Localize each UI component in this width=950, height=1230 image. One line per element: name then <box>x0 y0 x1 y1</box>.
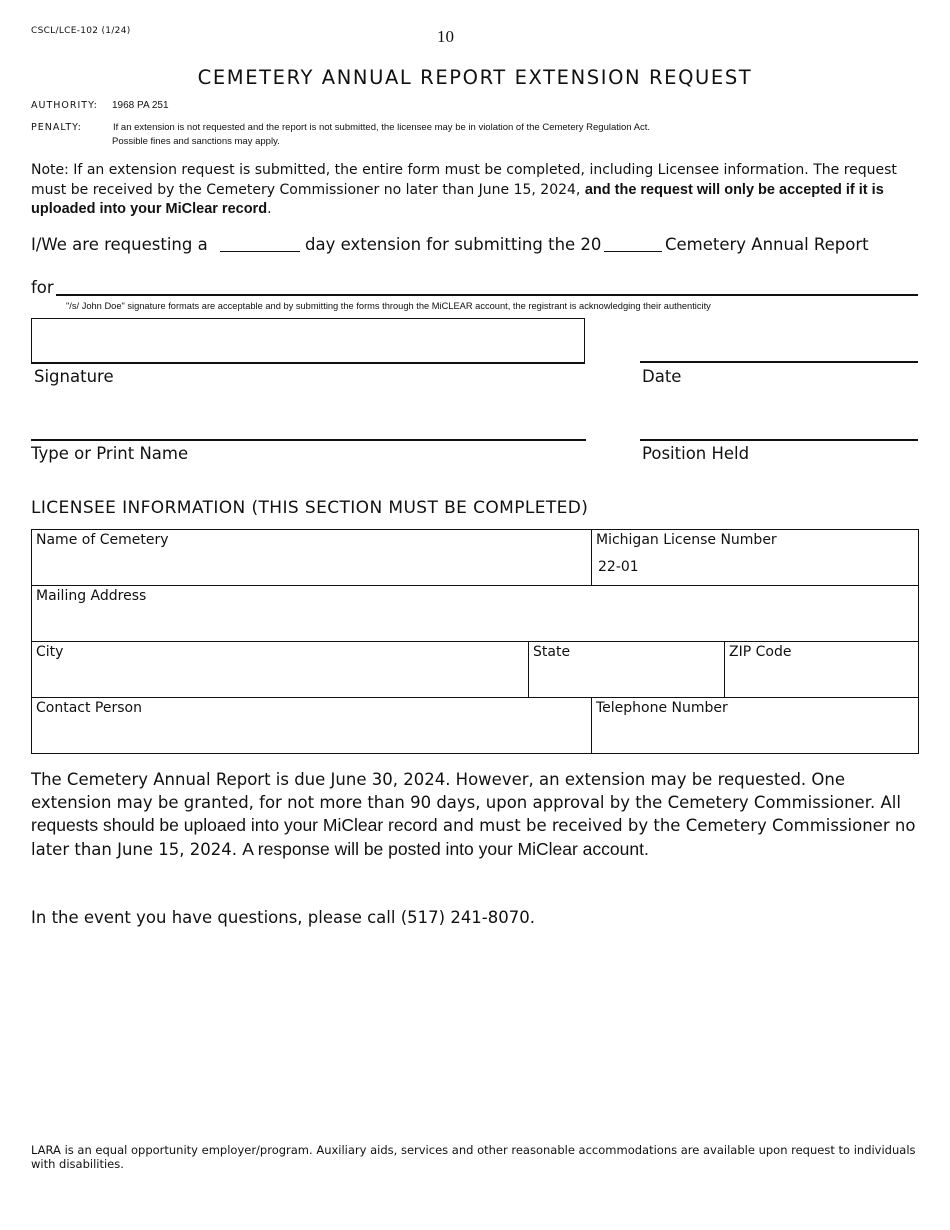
for-label: for <box>31 278 54 297</box>
telephone-number-field[interactable] <box>591 698 918 753</box>
mailing-address-field[interactable] <box>32 586 918 641</box>
state-label: State <box>533 644 571 660</box>
mailing-address-label: Mailing Address <box>36 588 147 604</box>
zip-code-label: ZIP Code <box>729 644 792 660</box>
table-row <box>32 585 918 641</box>
table-row <box>32 697 918 753</box>
penalty-text: If an extension is not requested and the report is not submitted, the licensee may be in violation of the Cemetery Regulation Act. <box>113 122 651 133</box>
footer-disclaimer: LARA is an equal opportunity employer/program. Auxiliary aids, services and other reasonable accommodations are available upon request to individuals with disabilities. <box>31 1143 916 1171</box>
table-row <box>32 530 918 585</box>
authority-label: AUTHORITY: <box>31 100 98 111</box>
request-text-2: day extension for submitting the 20 <box>305 235 602 254</box>
info-text-1: The Cemetery Annual Report is due June 30, 2024. However, an extension may be requested. One extension may be granted, for not more than 90 days, upon approval by the Cemetery Commissioner. All <box>31 770 901 812</box>
info-text-4: A response will be posted into your MiClear account. <box>242 838 649 859</box>
city-label: City <box>36 644 64 660</box>
license-number-label: Michigan License Number <box>596 532 777 548</box>
note-paragraph <box>31 161 911 220</box>
license-number-value: 22-01 <box>598 559 639 575</box>
info-text-3: and must be received by the Cemetery Commissioner no later than June 15, 2024. <box>31 816 916 859</box>
contact-person-label: Contact Person <box>36 700 142 716</box>
penalty-text-2: Possible fines and sanctions may apply. <box>112 136 280 147</box>
signature-field[interactable] <box>31 318 585 364</box>
request-text-3: Cemetery Annual Report <box>665 235 869 254</box>
signature-label: Signature <box>34 367 114 386</box>
for-field[interactable] <box>56 294 918 296</box>
telephone-number-label: Telephone Number <box>596 700 728 716</box>
questions-text: In the event you have questions, please call (517) 241-8070. <box>31 908 535 927</box>
info-paragraph <box>31 769 921 861</box>
cemetery-name-field[interactable] <box>32 530 591 585</box>
note-bold-text: and the request will only be accepted if it is uploaded into your MiClear record <box>31 181 884 217</box>
date-label: Date <box>642 367 682 386</box>
note-text: Note: If an extension request is submitted, the entire form must be completed, including Licensee information. The request must be received by the Cemetery Commissioner no later than June 15, 2024, <box>31 162 897 198</box>
zip-code-field[interactable] <box>724 642 918 697</box>
license-number-field[interactable] <box>591 530 918 585</box>
date-field[interactable] <box>640 361 918 363</box>
page-title: CEMETERY ANNUAL REPORT EXTENSION REQUEST <box>197 66 753 89</box>
penalty-label: PENALTY: <box>31 122 82 133</box>
licensee-table <box>31 529 919 754</box>
cemetery-name-label: Name of Cemetery <box>36 532 169 548</box>
print-name-label: Type or Print Name <box>31 444 189 463</box>
position-held-field[interactable] <box>640 439 918 441</box>
info-text-2: requests should be uploaed into your MiClear record <box>31 815 438 835</box>
page-number: 10 <box>437 27 454 46</box>
licensee-heading: LICENSEE INFORMATION (THIS SECTION MUST BE COMPLETED) <box>31 498 589 518</box>
signature-disclaimer: "/s/ John Doe" signature formats are acceptable and by submitting the forms through the MiCLEAR account, the registrant is acknowledging their authenticity <box>66 301 711 311</box>
table-row <box>32 641 918 697</box>
city-field[interactable] <box>32 642 528 697</box>
request-text-1: I/We are requesting a <box>31 235 208 254</box>
authority-value: 1968 PA 251 <box>112 100 169 111</box>
note-end: . <box>267 201 272 217</box>
extension-days-field[interactable] <box>220 250 300 252</box>
print-name-field[interactable] <box>31 439 586 441</box>
form-id: CSCL/LCE-102 (1/24) <box>31 26 131 36</box>
report-year-field[interactable] <box>604 250 662 252</box>
state-field[interactable] <box>528 642 724 697</box>
position-held-label: Position Held <box>642 444 750 463</box>
contact-person-field[interactable] <box>32 698 591 753</box>
